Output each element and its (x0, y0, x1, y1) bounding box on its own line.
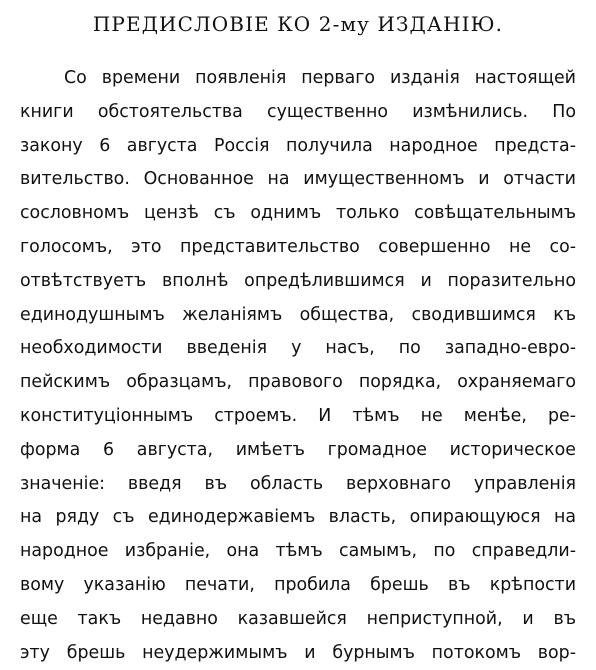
text-line: значеніе: введя въ область верховнаго управленія (20, 473, 576, 494)
text-line: еще такъ недавно казавшейся неприступной, и въ (20, 608, 576, 629)
text-line: эту брешь неудержимымъ и бурнымъ потокомъ вор- (20, 642, 576, 663)
preface-heading: ПРЕДИСЛОВІЕ КО 2-му ИЗДАНІЮ. (92, 12, 504, 36)
text-line: отвѣтствуетъ вполнѣ опредѣлившимся и поразительно (20, 270, 576, 291)
text-line: вому указанію печати, пробила брешь въ крѣпости (20, 574, 576, 595)
text-line: народное избраніе, она тѣмъ самымъ, по справедли- (20, 541, 576, 562)
text-line: единодушнымъ желаніямъ общества, сводившимся къ (20, 304, 576, 325)
text-line: Со времени появленія перваго изданія настоящей (64, 68, 576, 88)
text-line: конституціоннымъ строемъ. И тѣмъ не менѣе, ре- (20, 405, 576, 426)
text-line: необходимости введенія у насъ, по западно-евро- (20, 338, 576, 359)
text-line: форма 6 августа, имѣетъ громадное историческое (20, 439, 576, 460)
text-line: закону 6 августа Россія получила народное предста- (20, 135, 576, 156)
text-line: сословномъ цензѣ съ однимъ только совѣщательнымъ (20, 203, 576, 224)
preface-body (20, 62, 576, 670)
text-line: книги обстоятельства существенно измѣнились. По (20, 101, 576, 122)
text-line: пейскимъ образцамъ, правового порядка, охраняемаго (20, 372, 576, 393)
text-line: вительство. Основанное на имущественномъ и отчасти (20, 169, 576, 190)
text-line: на ряду съ единодержавіемъ власть, опирающуюся на (20, 507, 576, 528)
text-line: голосомъ, это представительство совершенно не со- (20, 236, 576, 257)
